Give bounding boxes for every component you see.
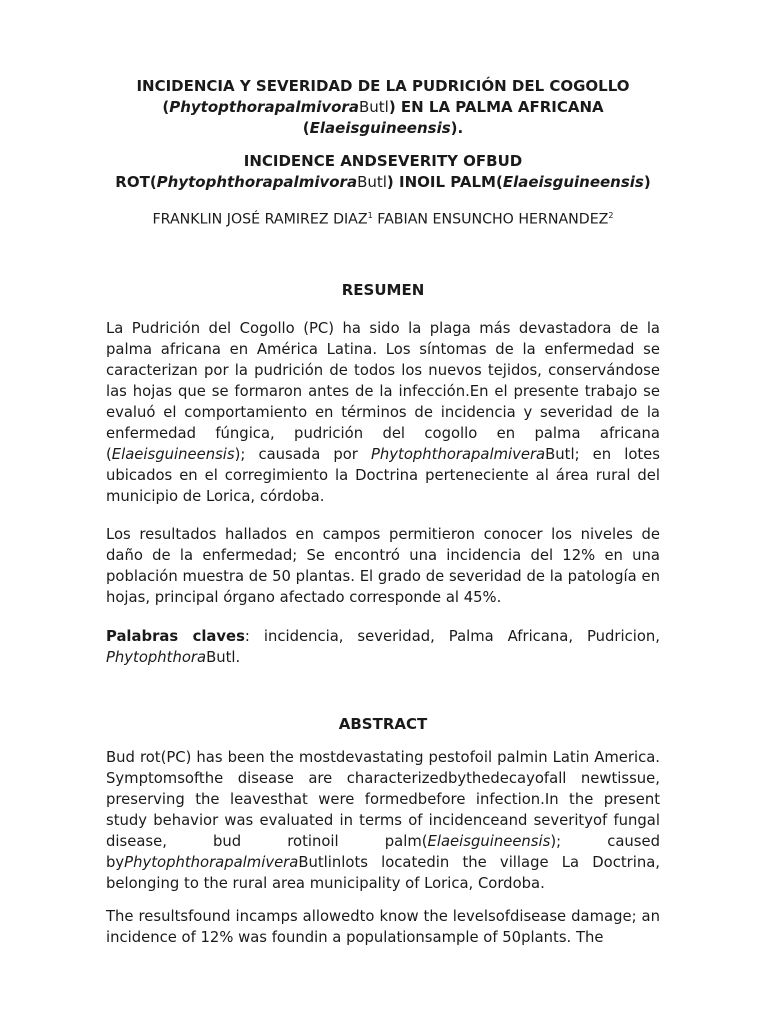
species-name: Phytophthorapalmivera bbox=[124, 854, 299, 871]
abstract-p1-text: Bud rot(PC) has been the mostdevastating pestofoil palmin Latin America. Symptomsofthe disease are characterizedbythedecayofall newtissue, preserving the leavesthat were formedbefore infection.In the present study behavior was evaluated in terms of incidenceand severityof fungal disease, bud rotinoil palm( bbox=[106, 749, 660, 850]
resumen-p1-text: ); causada por bbox=[234, 446, 371, 463]
author-2-affiliation: 2 bbox=[608, 211, 614, 220]
abstract-paragraph-2: The resultsfound incamps allowedto know the levelsofdisease damage; an incidence of 12% was foundin a populationsample of 50plants. The bbox=[106, 908, 660, 946]
title-mid: ) INOIL PALM( bbox=[386, 173, 503, 191]
resumen-heading: RESUMEN bbox=[341, 281, 425, 299]
resumen-p1-text: Butl; en lotes ubicados en el corregimiento la Doctrina perteneciente al área rural del municipio de Lorica, córdoba. bbox=[106, 446, 660, 505]
host-name: Elaeisguineensis bbox=[309, 119, 451, 137]
host-name: Elaeisguineensis bbox=[111, 446, 235, 463]
spanish-title bbox=[106, 76, 660, 139]
title-end: ). bbox=[450, 119, 464, 137]
resumen-paragraph-2: Los resultados hallados en campos permitieron conocer los niveles de daño de la enfermedad; Se encontró una incidencia del 12% en una población muestra de 50 plantas. El grado de severidad de la patología en hojas, principal órgano afectado corresponde al 45%. bbox=[106, 526, 660, 606]
author-2: FABIAN ENSUNCHO HERNANDEZ bbox=[377, 211, 609, 228]
title-end: ) bbox=[643, 173, 651, 191]
species-author: Butl bbox=[357, 173, 387, 191]
spanish-title-line-3 bbox=[106, 118, 660, 139]
resumen-p1-text: La Pudrición del Cogollo (PC) ha sido la plaga más devastadora de la palma africana en América Latina. Los síntomas de la enfermedad se caracterizan por la pudrición de todos los nuevos tejidos, conservándose las hojas que se formaron antes de la infección.En el presente trabajo se evaluó el comportamiento en términos de incidencia y severidad de la enfermedad fúngica, pudrición del cogollo en palma africana ( bbox=[106, 320, 660, 463]
keywords-label: Palabras claves bbox=[106, 628, 245, 645]
keywords-paragraph bbox=[106, 626, 660, 668]
open-paren: ( bbox=[302, 119, 310, 137]
host-name: Elaeisguineensis bbox=[502, 173, 644, 191]
spanish-title-line-1: INCIDENCIA Y SEVERIDAD DE LA PUDRICIÓN DEL COGOLLO bbox=[136, 77, 630, 95]
authors-line bbox=[106, 206, 660, 230]
species-author: Butl bbox=[358, 98, 389, 116]
abstract-p1-text: Butlinlots locatedin the village La Doctrina, belonging to the rural area municipality of Lorica, Cordoba. bbox=[106, 854, 660, 892]
english-title bbox=[106, 151, 660, 193]
title-mid: ) EN LA PALMA AFRICANA bbox=[388, 98, 604, 116]
author-1: FRANKLIN JOSÉ RAMIREZ DIAZ bbox=[152, 211, 368, 228]
species-name: Phytopthorapalmivora bbox=[169, 98, 359, 116]
open-paren: ( bbox=[162, 98, 170, 116]
host-name: Elaeisguineensis bbox=[427, 833, 551, 850]
author-1-affiliation: 1 bbox=[367, 211, 373, 220]
keywords-text: : incidencia, severidad, Palma Africana, Pudricion, bbox=[244, 628, 661, 645]
resumen-paragraph-1 bbox=[106, 318, 660, 507]
abstract-p1-text: ); caused by bbox=[106, 833, 660, 871]
keywords-genus: Phytophthora bbox=[106, 649, 207, 666]
abstract-heading: ABSTRACT bbox=[338, 715, 428, 733]
abstract-paragraph-1 bbox=[106, 747, 660, 894]
english-title-line-1: INCIDENCE ANDSEVERITY OFBUD bbox=[243, 152, 523, 170]
english-title-line-2 bbox=[106, 172, 660, 193]
spanish-title-line-2 bbox=[106, 97, 660, 118]
species-name: Phytophthorapalmivora bbox=[156, 173, 358, 191]
species-name: Phytophthorapalmivera bbox=[370, 446, 546, 463]
title-prefix: ROT( bbox=[115, 173, 157, 191]
keywords-author: Butl. bbox=[206, 649, 241, 666]
